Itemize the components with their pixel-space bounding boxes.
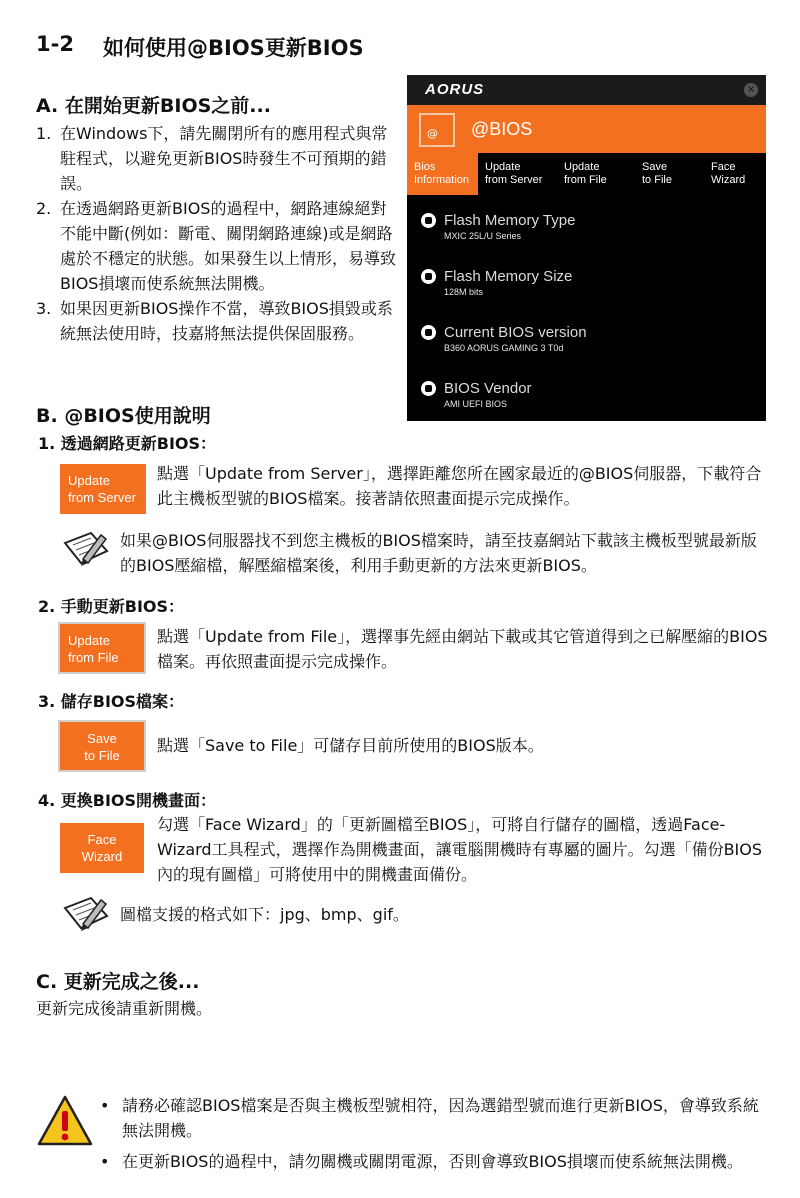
step3-text: 點選「Save to File」可儲存目前所使用的BIOS版本。 [157, 736, 544, 755]
tab-label-line2: Information [414, 174, 470, 186]
aorus-logo: AORUS [425, 81, 485, 98]
chip-info-icon [421, 325, 436, 340]
update-from-file-button [60, 624, 144, 672]
step4-text: 勾選「Face Wizard」的「更新圖檔至BIOS」，可將自行儲存的圖檔，透過Face-Wizard工具程式，選擇作為開機畫面，讓電腦開機時有專屬的圖片。勾選「備份BIOS內的現有圖檔」可將使用中的開機畫面備份。 [157, 815, 763, 884]
chip-info-icon [421, 213, 436, 228]
button-label-line1: Update [68, 633, 110, 648]
list-text: 在透過網路更新BIOS的過程中，網路連線絕對不能中斷(例如：斷電、關閉網路連線)或是網路處於不穩定的狀態。如果發生以上情形，易導致BIOS損壞而使系統無法開機。 [60, 199, 397, 293]
face-wizard-button [60, 823, 144, 873]
info-title: Flash Memory Size [444, 268, 573, 285]
list-item [36, 296, 396, 346]
tab-update-from-file[interactable] [557, 153, 635, 195]
step1-text: 點選「Update from Server」，選擇距離您所在國家最近的@BIOS伺服器，下載符合此主機板型號的BIOS檔案。接著請依照畫面提示完成操作。 [157, 464, 762, 508]
warning-item [100, 1093, 770, 1143]
tab-label-line2: Wizard [711, 174, 746, 186]
chip-label: @ [427, 127, 438, 140]
app-banner [407, 105, 766, 153]
tab-label-line1: Update [564, 161, 600, 173]
info-value: B360 AORUS GAMING 3 T0d [444, 343, 564, 353]
tab-label-line1: Save [642, 161, 668, 173]
bullet-glyph: • [100, 1152, 110, 1171]
section-title: 如何使用@BIOS更新BIOS [103, 36, 364, 60]
step4-note: 圖檔支援的格式如下：jpg、bmp、gif。 [120, 905, 409, 924]
chip-info-icon [421, 381, 436, 396]
list-item [36, 121, 396, 196]
step4-title: 4. 更換BIOS開機畫面： [38, 791, 217, 810]
button-label-line1: Face [87, 832, 117, 847]
info-current-bios-version [421, 324, 587, 353]
app-title: @BIOS [471, 119, 533, 139]
step2-title: 2. 手動更新BIOS： [38, 597, 185, 616]
list-item [36, 196, 396, 296]
step2-text: 點選「Update from File」，選擇事先經由網站下載或其它管道得到之已解壓縮的BIOS檔案。再依照畫面提示完成操作。 [157, 627, 768, 671]
info-bios-vendor [421, 380, 532, 409]
bullet-glyph: • [100, 1096, 110, 1115]
bios-app-screenshot [407, 75, 766, 421]
info-flash-memory-size [421, 268, 572, 297]
info-flash-memory-type [421, 212, 575, 241]
button-label-line2: Wizard [81, 849, 123, 864]
list-text: 在Windows下，請先關閉所有的應用程式與常駐程式，以避免更新BIOS時發生不可預期的錯誤。 [60, 124, 388, 193]
list-number: 2. [36, 199, 52, 218]
button-label-line2: from File [68, 650, 119, 665]
chip-icon [419, 113, 455, 147]
section-c-text: 更新完成後請重新開機。 [36, 999, 213, 1018]
step1-note: 如果@BIOS伺服器找不到您主機板的BIOS檔案時，請至技嘉網站下載該主機板型號最新版的BIOS壓縮檔，解壓縮檔案後，利用手動更新的方法來更新BIOS。 [120, 531, 757, 575]
button-label-line1: Update [68, 473, 110, 488]
info-title: Flash Memory Type [444, 212, 576, 229]
tab-label-line1: Face [711, 161, 736, 173]
info-value: MXIC 25L/U Series [444, 231, 522, 241]
tab-label-line1: Bios [414, 161, 436, 173]
section-c-title: C. 更新完成之後... [36, 971, 200, 993]
note-pencil-icon [61, 529, 111, 569]
tab-bios-information[interactable] [407, 153, 478, 195]
tab-save-to-file[interactable] [635, 153, 704, 195]
tab-update-from-server[interactable] [478, 153, 557, 195]
list-number: 3. [36, 299, 52, 318]
chip-info-icon [421, 269, 436, 284]
info-value: AMI UEFI BIOS [444, 399, 508, 409]
button-label-line1: Save [87, 731, 117, 746]
info-value: 128M bits [444, 287, 484, 297]
tab-bar [407, 153, 766, 195]
tab-label-line2: from Server [485, 174, 543, 186]
section-b-title: B. @BIOS使用說明 [36, 405, 211, 427]
tab-label-line2: from File [564, 174, 607, 186]
warning-item [100, 1149, 770, 1174]
warning-text: 請務必確認BIOS檔案是否與主機板型號相符，因為選錯型號而進行更新BIOS，會導致系統無法開機。 [122, 1096, 759, 1140]
update-from-server-button [60, 464, 146, 514]
warning-text: 在更新BIOS的過程中，請勿關機或關閉電源，否則會導致BIOS損壞而使系統無法開機。 [122, 1152, 743, 1171]
info-title: BIOS Vendor [444, 380, 532, 397]
section-a-list [36, 121, 396, 346]
warning-list [100, 1093, 770, 1174]
warning-icon [36, 1094, 94, 1148]
section-a-title: A. 在開始更新BIOS之前... [36, 95, 271, 117]
button-label-line2: from Server [68, 490, 136, 505]
tab-label-line2: to File [642, 174, 672, 186]
step1-title: 1. 透過網路更新BIOS： [38, 434, 217, 453]
list-number: 1. [36, 124, 52, 143]
info-title: Current BIOS version [444, 324, 587, 341]
close-icon[interactable]: × [744, 83, 758, 97]
section-number: 1-2 [36, 32, 74, 56]
tab-face-wizard[interactable] [704, 153, 766, 195]
tab-label-line1: Update [485, 161, 521, 173]
list-text: 如果因更新BIOS操作不當，導致BIOS損毀或系統無法使用時，技嘉將無法提供保固服務。 [60, 299, 393, 343]
step3-title: 3. 儲存BIOS檔案： [38, 692, 185, 711]
note-pencil-icon [61, 894, 111, 934]
button-label-line2: to File [84, 748, 120, 763]
save-to-file-button [60, 722, 144, 770]
